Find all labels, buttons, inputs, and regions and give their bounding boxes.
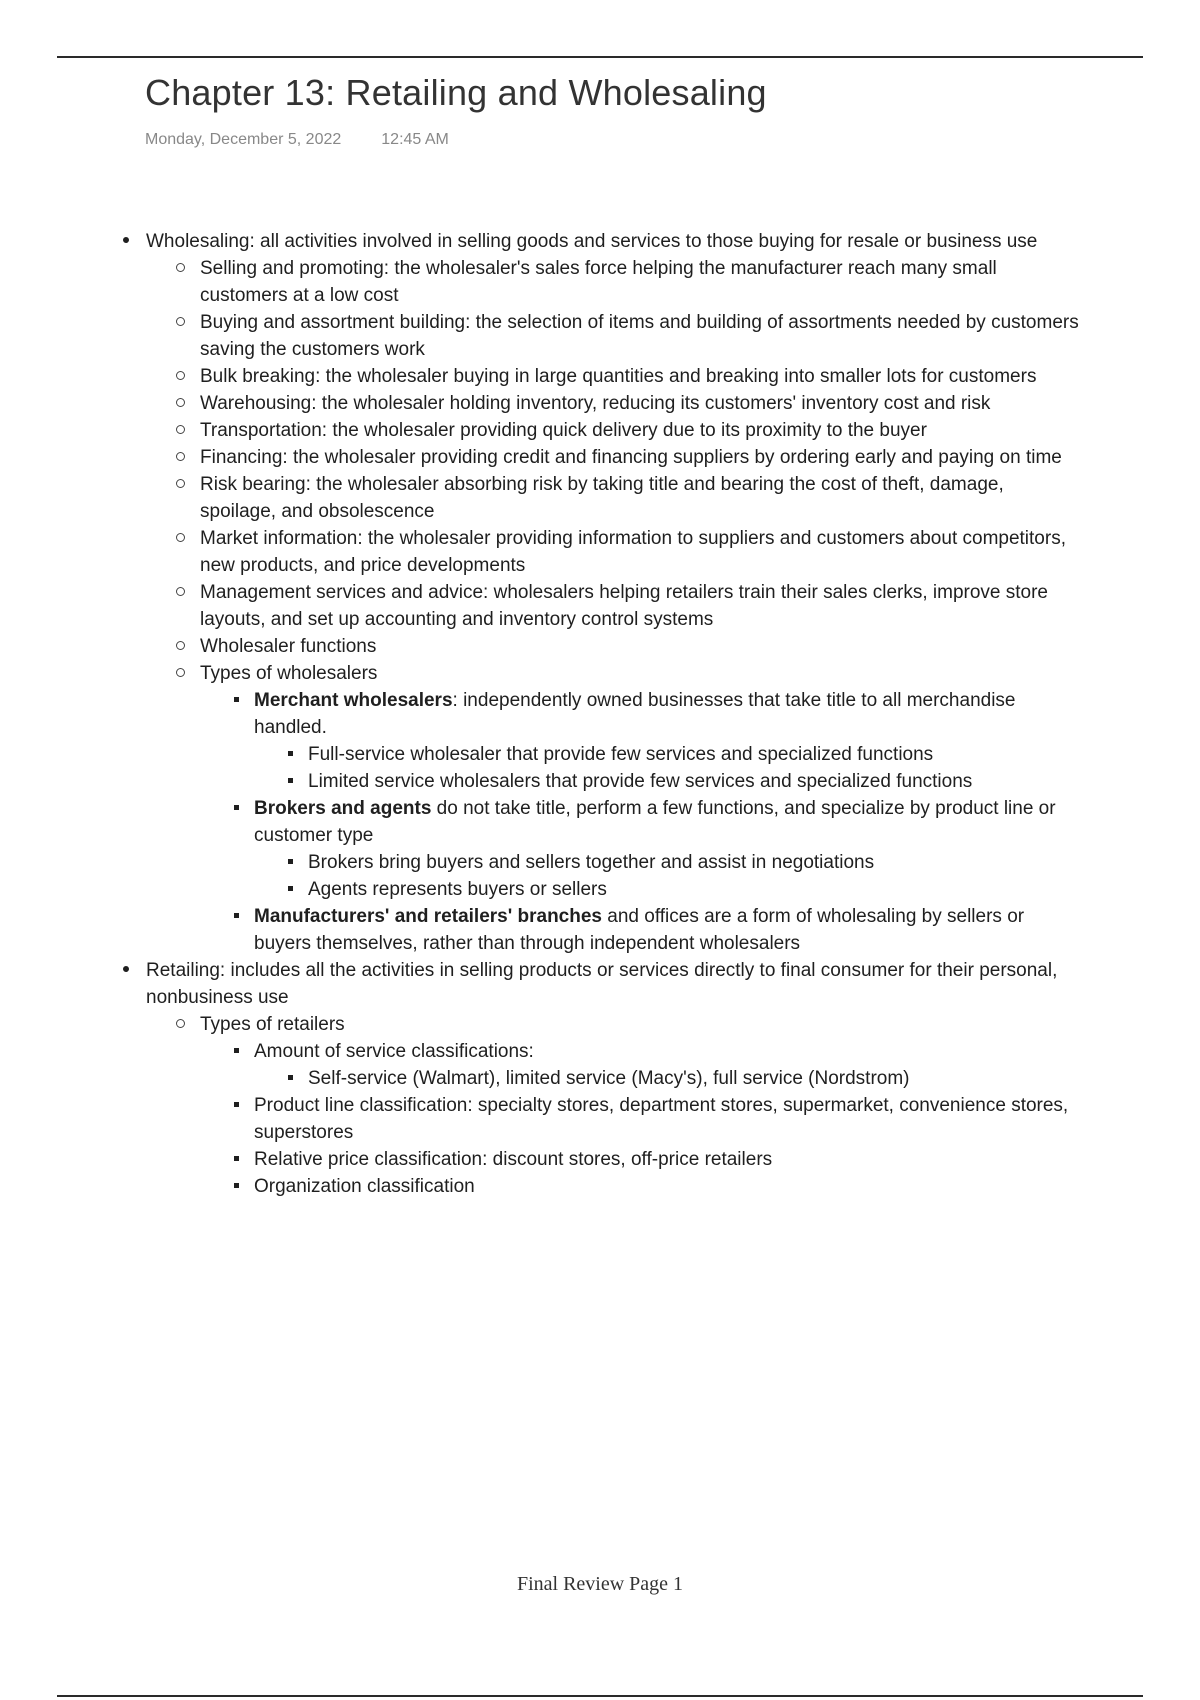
bullet-circle-icon (170, 1011, 190, 1038)
list-item-relative-price (200, 1146, 1080, 1173)
brokers-agents-list (254, 849, 1080, 903)
list-item-text: Warehousing: the wholesaler holding inventory, reducing its customers' inventory cost and risk (200, 393, 991, 414)
list-item-text: Risk bearing: the wholesaler absorbing risk by taking title and bearing the cost of theft, damage, spoilage, and obsolescence (200, 474, 1004, 522)
list-item (254, 768, 1080, 795)
bullet-square-icon (280, 768, 300, 795)
list-item-text: Types of retailers (200, 1014, 345, 1035)
bullet-circle-icon (170, 390, 190, 417)
list-item-text: Buying and assortment building: the selection of items and building of assortments needed by customers saving the customers work (200, 312, 1079, 360)
list-item-text: Bulk breaking: the wholesaler buying in large quantities and breaking into smaller lots for customers (200, 366, 1037, 387)
list-item-text: Transportation: the wholesaler providing quick delivery due to its proximity to the buyer (200, 420, 927, 441)
list-item-text: Product line classification: specialty stores, department stores, supermarket, convenience stores, superstores (254, 1095, 1069, 1143)
list-item (146, 633, 1080, 660)
bullet-circle-icon (170, 444, 190, 471)
list-item-text: Amount of service classifications: (254, 1041, 534, 1062)
bullet-square-icon (280, 876, 300, 903)
list-item-text: Organization classification (254, 1176, 475, 1197)
list-item-text: Selling and promoting: the wholesaler's sales force helping the manufacturer reach many small customers at a low cost (200, 258, 997, 306)
list-item (254, 1065, 1080, 1092)
term-bold: Brokers and agents (254, 798, 432, 819)
list-item-text: Relative price classification: discount stores, off-price retailers (254, 1149, 773, 1170)
bullet-dot-icon (116, 957, 136, 984)
bullet-circle-icon (170, 633, 190, 660)
bullet-circle-icon (170, 525, 190, 552)
list-item (146, 471, 1080, 525)
wholesaler-types-list (200, 687, 1080, 957)
list-item (146, 309, 1080, 363)
list-item-merchant-wholesalers (200, 687, 1080, 795)
bullet-square-icon (226, 1173, 246, 1200)
service-classification-list (254, 1065, 1080, 1092)
list-item (146, 525, 1080, 579)
bullet-circle-icon (170, 660, 190, 687)
list-item (146, 363, 1080, 390)
list-item-organization (200, 1173, 1080, 1200)
wholesaler-functions-list (146, 255, 1080, 957)
list-item-retailing (0, 957, 1200, 1200)
retailer-types-list (200, 1038, 1080, 1200)
note-date: Monday, December 5, 2022 (145, 131, 342, 148)
bullet-square-icon (226, 1038, 246, 1065)
bullet-circle-icon (170, 471, 190, 498)
bullet-square-icon (226, 795, 246, 822)
note-timestamp (145, 131, 449, 149)
term-bold: Merchant wholesalers (254, 690, 453, 711)
bullet-circle-icon (170, 309, 190, 336)
retailing-list (146, 1011, 1080, 1200)
list-item (254, 849, 1080, 876)
list-item (146, 579, 1080, 633)
bullet-dot-icon (116, 228, 136, 255)
list-item (146, 390, 1080, 417)
note-time: 12:45 AM (381, 131, 449, 148)
list-item-service-classification (200, 1038, 1080, 1092)
list-item-brokers-and-agents (200, 795, 1080, 903)
list-item-text: Market information: the wholesaler providing information to suppliers and customers about competitors, new products, and price developments (200, 528, 1066, 576)
list-item-text: Brokers bring buyers and sellers together and assist in negotiations (308, 852, 875, 873)
list-item-text: Full-service wholesaler that provide few services and specialized functions (308, 744, 934, 765)
outline-level-1 (0, 228, 1200, 1200)
list-item-product-line (200, 1092, 1080, 1146)
term-definition: and offices are a form of wholesaling by sellers or buyers themselves, rather than through independent wholesalers (254, 906, 1025, 954)
merchant-wholesalers-list (254, 741, 1080, 795)
bullet-circle-icon (170, 417, 190, 444)
list-item-text: Management services and advice: wholesalers helping retailers train their sales clerks, improve store layouts, and set up accounting and inventory control systems (200, 582, 1048, 630)
bullet-square-icon (280, 1065, 300, 1092)
list-item-text: Limited service wholesalers that provide few services and specialized functions (308, 771, 973, 792)
list-item (146, 444, 1080, 471)
list-item (254, 876, 1080, 903)
bullet-square-icon (280, 741, 300, 768)
list-item (146, 255, 1080, 309)
list-item-types-of-wholesalers (146, 660, 1080, 957)
bullet-square-icon (226, 1092, 246, 1119)
page-footer: Final Review Page 1 (516, 1573, 684, 1595)
bullet-circle-icon (170, 363, 190, 390)
list-item-text: Types of wholesalers (200, 663, 378, 684)
list-item-text: Financing: the wholesaler providing credit and financing suppliers by ordering early and paying on time (200, 447, 1062, 468)
bullet-square-icon (226, 903, 246, 930)
term-definition: : independently owned businesses that take title to all merchandise handled. (254, 690, 1016, 738)
bullet-circle-icon (170, 255, 190, 282)
page-title: Chapter 13: Retailing and Wholesaling (145, 72, 767, 113)
list-item-branches (200, 903, 1080, 957)
top-rule (57, 56, 1143, 58)
note-body (0, 228, 1200, 1200)
bullet-square-icon (226, 687, 246, 714)
term-definition: do not take title, perform a few functions, and specialize by product line or customer type (254, 798, 1056, 846)
retailing-definition: Retailing: includes all the activities in selling products or services directly to final consumer for their personal, nonbusiness use (146, 960, 1058, 1008)
bullet-square-icon (280, 849, 300, 876)
list-item (254, 741, 1080, 768)
wholesaling-definition: Wholesaling: all activities involved in selling goods and services to those buying for resale or business use (146, 231, 1038, 252)
list-item-text: Wholesaler functions (200, 636, 377, 657)
bottom-rule (57, 1695, 1143, 1697)
term-bold: Manufacturers' and retailers' branches (254, 906, 602, 927)
list-item-text: Self-service (Walmart), limited service (Macy's), full service (Nordstrom) (308, 1068, 910, 1089)
list-item (146, 417, 1080, 444)
list-item-text: Agents represents buyers or sellers (308, 879, 607, 900)
bullet-circle-icon (170, 579, 190, 606)
bullet-square-icon (226, 1146, 246, 1173)
list-item-types-of-retailers (146, 1011, 1080, 1200)
list-item-wholesaling (0, 228, 1200, 957)
